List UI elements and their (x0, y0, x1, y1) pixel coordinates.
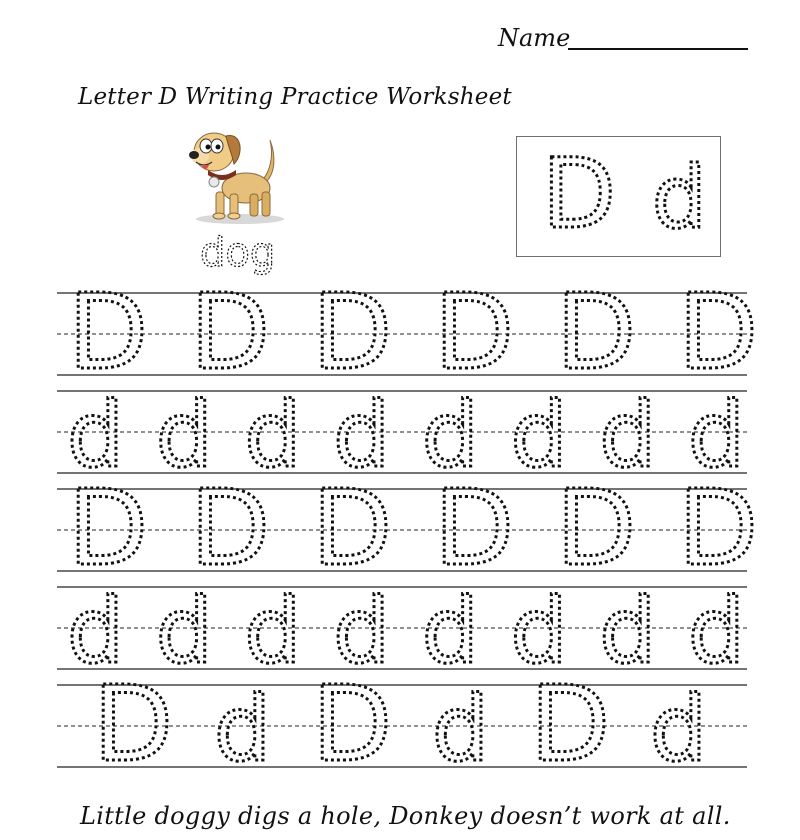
trace-lowercase-d: d (599, 383, 657, 488)
trace-lowercase-d: d (421, 383, 479, 488)
trace-lowercase-d: d (510, 579, 568, 684)
trace-uppercase-d: D (190, 271, 271, 393)
trace-lowercase-d: d (687, 579, 746, 684)
trace-lowercase-d: d (421, 579, 479, 684)
trace-uppercase-d: D (190, 467, 271, 589)
trace-lowercase-d: d (155, 383, 213, 488)
trace-uppercase-d: D (93, 663, 174, 785)
trace-uppercase-d: D (556, 271, 637, 393)
trace-lowercase-d: d (333, 579, 391, 684)
trace-lowercase-d: d (599, 579, 657, 684)
trace-lowercase-d: d (214, 677, 272, 782)
trace-uppercase-d: D (434, 271, 515, 393)
trace-lowercase-d: d (333, 383, 391, 488)
trace-uppercase-d: D (312, 467, 393, 589)
name-label: Name (498, 24, 571, 52)
rhyme-text: Little doggy digs a hole, Donkey doesn’t work at all. (80, 802, 731, 830)
trace-lowercase-d: d (67, 383, 125, 488)
trace-lowercase-d: d (155, 579, 213, 684)
trace-uppercase-d: D (68, 271, 149, 393)
trace-uppercase-d: D (678, 271, 759, 393)
trace-lowercase-d: d (510, 383, 568, 488)
sample-uppercase-letter: D (542, 138, 616, 250)
trace-uppercase-d: D (312, 271, 393, 393)
trace-lowercase-d: d (650, 677, 708, 782)
sample-lowercase-letter: d (652, 148, 707, 248)
trace-uppercase-d: D (312, 663, 393, 785)
trace-uppercase-d: D (68, 467, 149, 589)
trace-lowercase-d: d (67, 579, 125, 684)
dog-word-text: dog (200, 230, 276, 276)
trace-uppercase-d: D (530, 663, 611, 785)
trace-uppercase-d: D (556, 467, 637, 589)
trace-lowercase-d: d (432, 677, 490, 782)
worksheet-title: Letter D Writing Practice Worksheet (78, 84, 512, 110)
trace-lowercase-d: d (244, 383, 302, 488)
trace-uppercase-d: D (434, 467, 515, 589)
trace-lowercase-d: d (244, 579, 302, 684)
trace-lowercase-d: d (687, 383, 746, 488)
trace-uppercase-d: D (678, 467, 759, 589)
